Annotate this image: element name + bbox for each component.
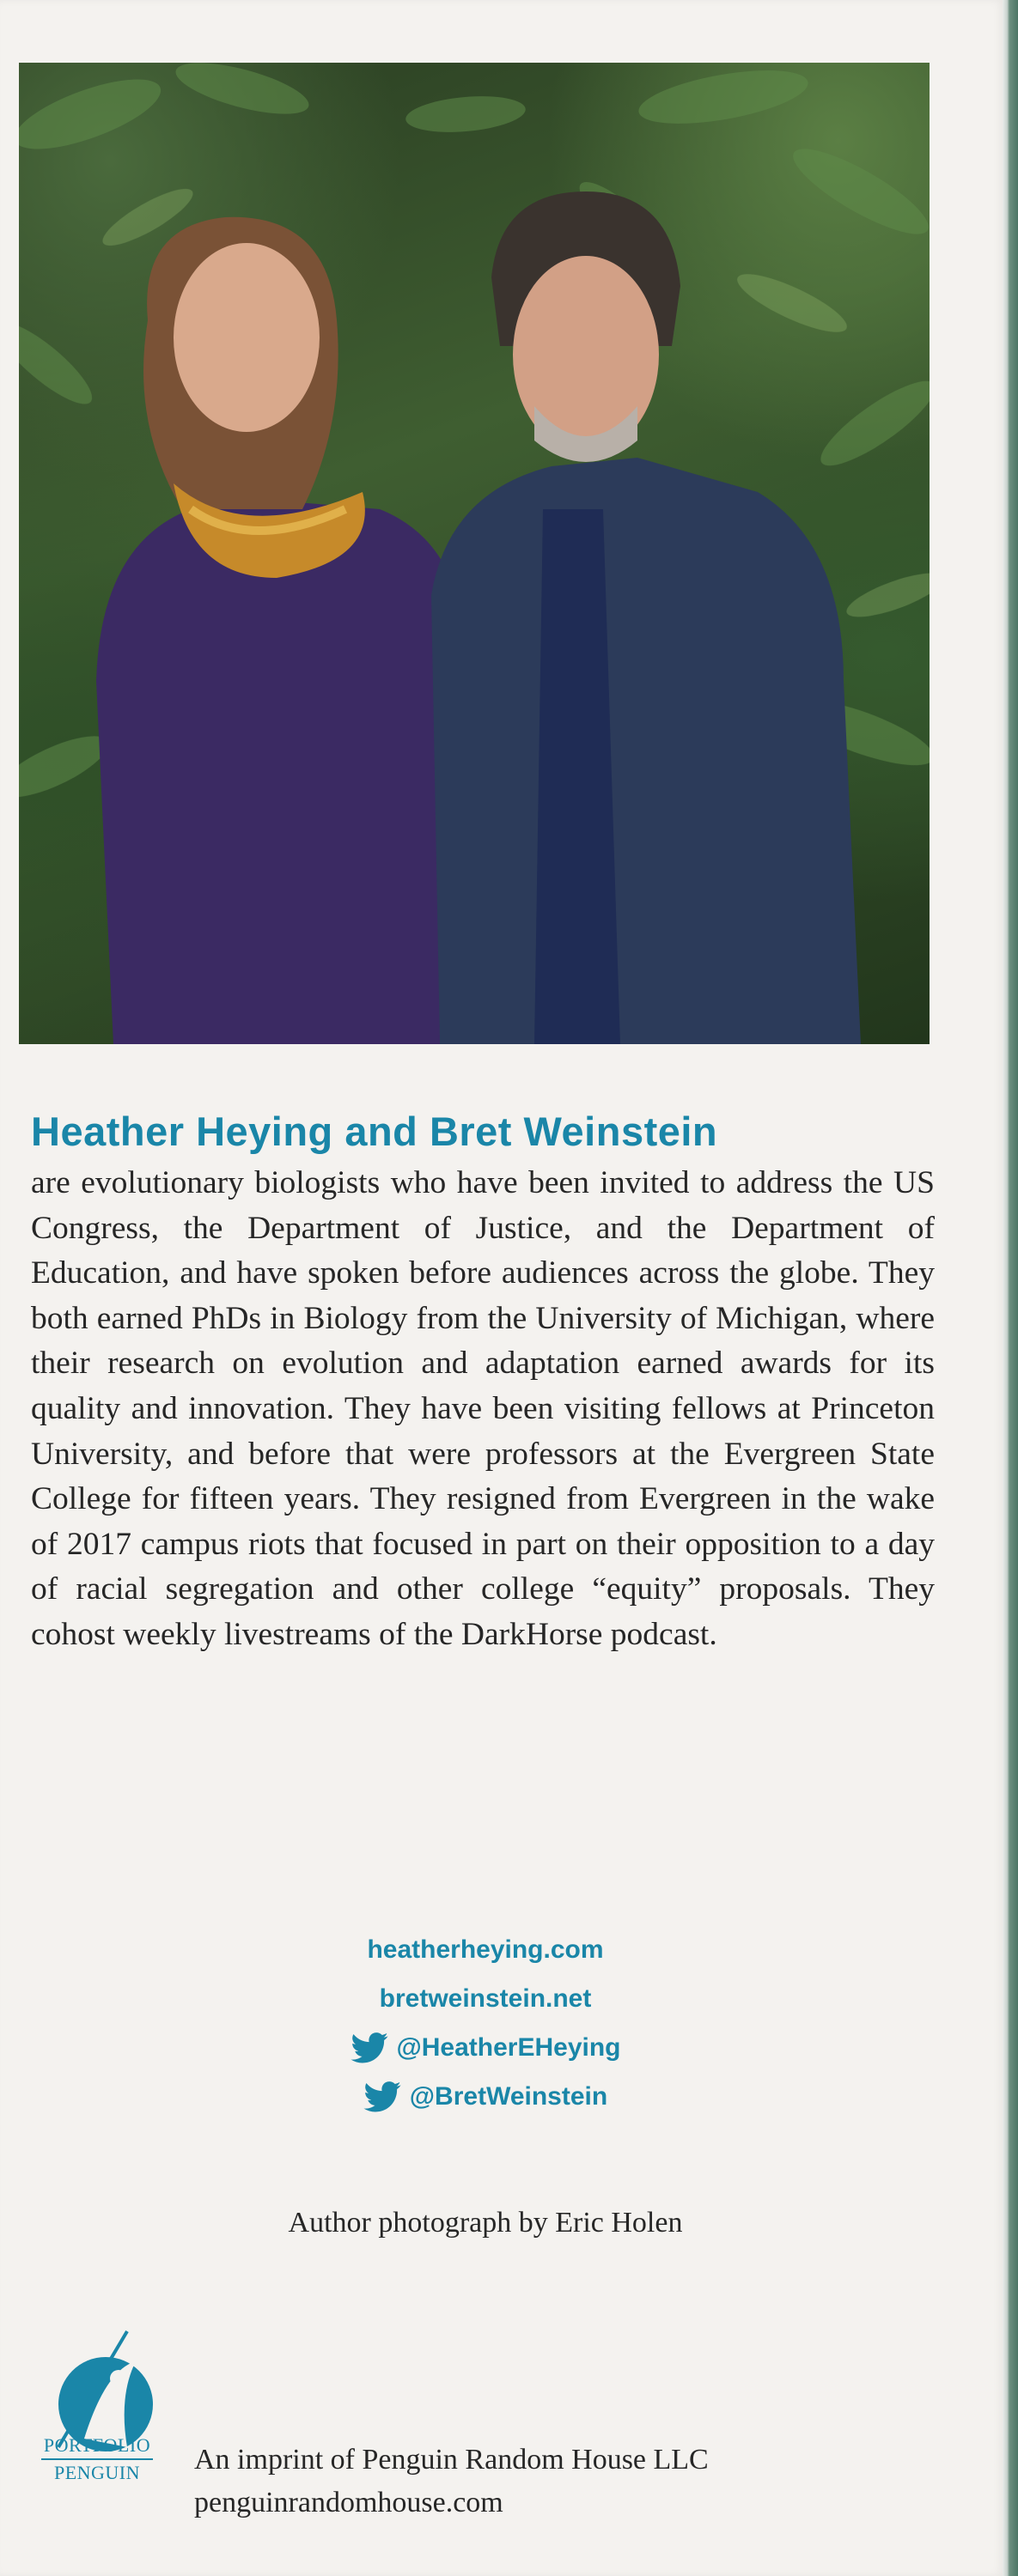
publisher-url[interactable]: penguinrandomhouse.com	[194, 2487, 503, 2518]
twitter-bird-icon	[351, 2032, 388, 2063]
author-links	[0, 1925, 971, 2121]
logo-line-portfolio: PORTFOLIO	[43, 2434, 151, 2456]
imprint-block	[194, 2439, 709, 2524]
author-photo-illustration	[19, 63, 930, 1044]
logo-line-penguin: PENGUIN	[53, 2462, 141, 2483]
jacket-spine-edge	[1003, 0, 1018, 2576]
website-link-bret[interactable]	[0, 1974, 971, 2023]
twitter-link-heather[interactable]	[0, 2023, 971, 2072]
website-heather-text[interactable]: heatherheying.com	[367, 1935, 604, 1964]
author-bio: are evolutionary biologists who have been invited to address the US Congress, the Department of Justice, and the Department of Education, and have spoken before audiences across the globe. They both earned PhDs in Biology from the University of Michigan, where their research on evolution and adaptation earned awards for its quality and innovation. They have been visiting fellows at Princeton University, and before that were professors at the Evergreen State College for fifteen years. They resigned from Evergreen in the wake of 2017 campus riots that focused in part on their opposition to a day of racial segregation and other college “equity” proposals. They cohost weekly livestreams of the DarkHorse podcast.	[31, 1165, 935, 1652]
twitter-heather-text[interactable]: @HeatherEHeying	[396, 2033, 621, 2062]
logo-divider	[41, 2458, 153, 2460]
imprint-line: An imprint of Penguin Random House LLC	[194, 2444, 709, 2476]
website-bret-text[interactable]: bretweinstein.net	[379, 1984, 592, 2013]
author-photo	[19, 63, 930, 1044]
author-names-heading: Heather Heying and Bret Weinstein	[31, 1109, 718, 1154]
twitter-bret-text[interactable]: @BretWeinstein	[409, 2082, 608, 2111]
photo-credit: Author photograph by Eric Holen	[288, 2207, 683, 2239]
twitter-link-bret[interactable]	[0, 2072, 971, 2121]
website-link-heather[interactable]	[0, 1925, 971, 1974]
twitter-bird-icon	[363, 2081, 401, 2112]
publisher-logo-text	[24, 2434, 170, 2484]
